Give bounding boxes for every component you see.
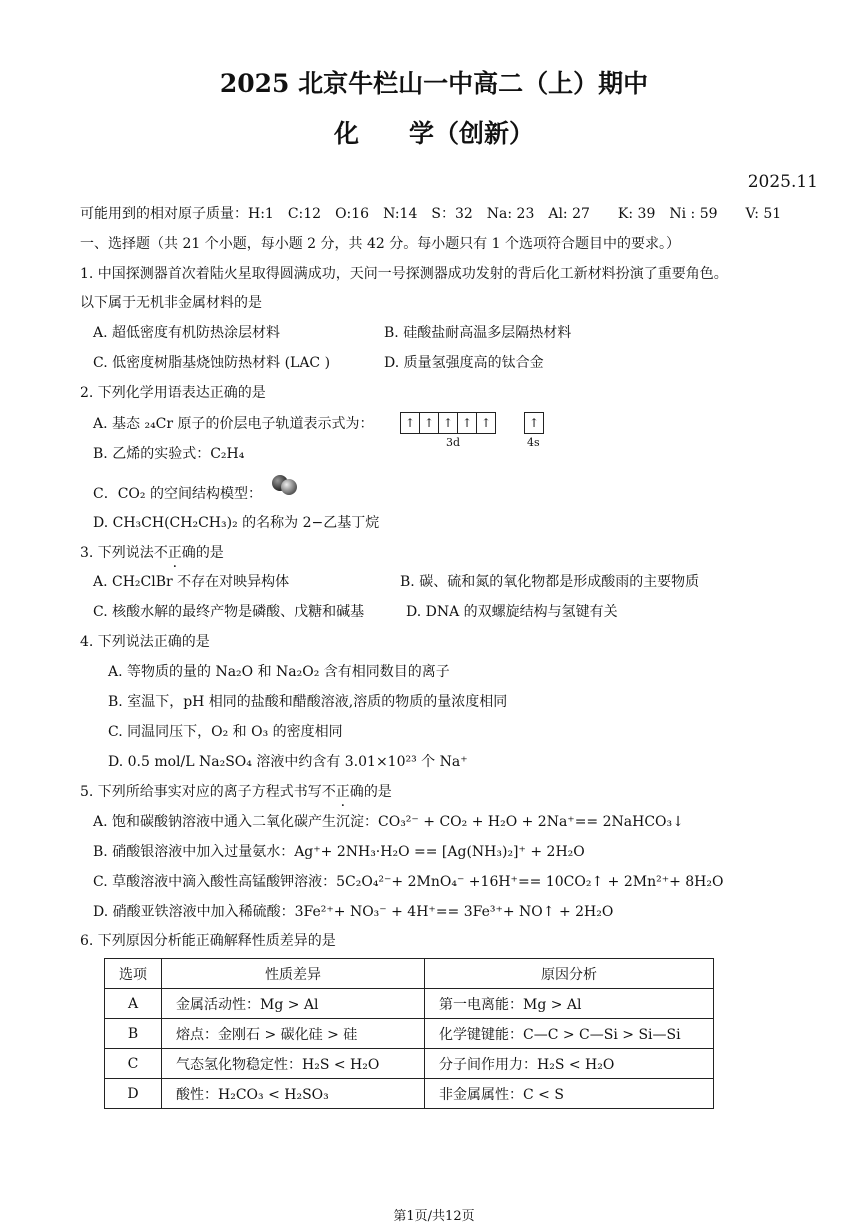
- q2-option-d: D. CH₃CH(CH₂CH₃)₂ 的名称为 2−乙基丁烷: [93, 515, 380, 531]
- orbital-diagram-3d: [400, 412, 495, 434]
- q2-option-b: B. 乙烯的实验式：C₂H₄: [93, 446, 245, 462]
- q4-option-c: C. 同温同压下，O₂ 和 O₃ 的密度相同: [108, 724, 343, 740]
- orbital-box: ↑: [476, 412, 496, 434]
- table-header: 性质差异: [162, 959, 425, 989]
- table-header: 选项: [105, 959, 162, 989]
- orbital-box: ↑: [457, 412, 477, 434]
- table-cell: A: [105, 989, 162, 1019]
- table-cell: D: [105, 1079, 162, 1109]
- subject-title: 化 学（创新）: [333, 119, 534, 148]
- co2-space-filling-model: [270, 474, 300, 496]
- table-cell: B: [105, 1019, 162, 1049]
- q6-table: [104, 958, 714, 1109]
- q5-option-a: A. 饱和碳酸钠溶液中通入二氧化碳产生沉淀：CO₃²⁻ + CO₂ + H₂O + 2Na⁺== 2NaHCO₃↓: [93, 814, 684, 830]
- q1-stem-line1: 1. 中国探测器首次着陆火星取得圆满成功，天问一号探测器成功发射的背后化工新材料扮演了重要角色。: [80, 266, 728, 282]
- table-row: [105, 1049, 714, 1079]
- page-title: 2025 北京牛栏山一中高二（上）期中: [219, 69, 649, 98]
- table-row: [105, 1019, 714, 1049]
- q3-option-c: C. 核酸水解的最终产物是磷酸、戊糖和碱基: [93, 604, 365, 620]
- q5-stem-emphasis: 不正确: [321, 784, 364, 800]
- table-cell: 非金属属性：C < S: [425, 1079, 714, 1109]
- q3-option-a: A. CH₂ClBr 不存在对映异构体: [93, 574, 290, 590]
- page-number: 第1页/共12页: [393, 1209, 475, 1224]
- q3-stem-post: 的是: [195, 545, 224, 561]
- table-cell: 气态氢化物稳定性：H₂S < H₂O: [162, 1049, 425, 1079]
- table-header-row: [105, 959, 714, 989]
- q5-option-b: B. 硝酸银溶液中加入过量氨水：Ag⁺+ 2NH₃·H₂O == [Ag(NH₃)₂]⁺ + 2H₂O: [93, 844, 585, 860]
- table-cell: 第一电离能：Mg > Al: [425, 989, 714, 1019]
- q5-stem-pre: 5. 下列所给事实对应的离子方程式书写: [80, 784, 322, 800]
- q1-option-d: D. 质量氢强度高的钛合金: [384, 355, 544, 371]
- q3-stem-emphasis: 不正确: [153, 545, 196, 561]
- table-cell: 分子间作用力：H₂S < H₂O: [425, 1049, 714, 1079]
- q3-option-b: B. 碳、硫和氮的氧化物都是形成酸雨的主要物质: [400, 574, 700, 590]
- orbital-box: ↑: [400, 412, 420, 434]
- table-cell: C: [105, 1049, 162, 1079]
- table-header: 原因分析: [425, 959, 714, 989]
- q4-option-b: B. 室温下，pH 相同的盐酸和醋酸溶液,溶质的物质的量浓度相同: [108, 694, 508, 710]
- atomic-masses: 可能用到的相对原子质量：H:1 C:12 O:16 N:14 S：32 Na: 23 Al: 27 K: 39 Ni : 59 V: 51: [80, 206, 782, 222]
- q5-option-c: C. 草酸溶液中滴入酸性高锰酸钾溶液：5C₂O₄²⁻+ 2MnO₄⁻ +16H⁺== 10CO₂↑ + 2Mn²⁺+ 8H₂O: [93, 874, 724, 890]
- table-cell: 化学键键能：C—C > C—Si > Si—Si: [425, 1019, 714, 1049]
- q4-option-a: A. 等物质的量的 Na₂O 和 Na₂O₂ 含有相同数目的离子: [108, 664, 450, 680]
- orbital-box: ↑: [524, 412, 544, 434]
- q5-option-d: D. 硝酸亚铁溶液中加入稀硫酸：3Fe²⁺+ NO₃⁻ + 4H⁺== 3Fe³⁺+ NO↑ + 2H₂O: [93, 904, 614, 920]
- table-cell: 金属活动性：Mg > Al: [162, 989, 425, 1019]
- q2-option-c: C．CO₂ 的空间结构模型：: [93, 486, 262, 502]
- q3-stem-pre: 3. 下列说法: [80, 545, 154, 561]
- table-cell: 酸性：H₂CO₃ < H₂SO₃: [162, 1079, 425, 1109]
- q1-option-a: A. 超低密度有机防热涂层材料: [93, 325, 281, 341]
- orbital-box: ↑: [419, 412, 439, 434]
- q6-stem: 6. 下列原因分析能正确解释性质差异的是: [80, 933, 336, 949]
- q4-option-d: D. 0.5 mol/L Na₂SO₄ 溶液中约含有 3.01×10²³ 个 Na⁺: [108, 754, 468, 770]
- q5-stem-post: 的是: [363, 784, 392, 800]
- orbital-box: ↑: [438, 412, 458, 434]
- q2-stem: 2. 下列化学用语表达正确的是: [80, 385, 266, 401]
- orbital-label-4s: 4s: [527, 436, 540, 449]
- table-cell: 熔点：金刚石 > 碳化硅 > 硅: [162, 1019, 425, 1049]
- orbital-diagram-4s: [524, 412, 543, 434]
- q1-option-c: C. 低密度树脂基烧蚀防热材料 (LAC ): [93, 355, 331, 371]
- q5-stem: [80, 782, 392, 802]
- q3-stem: [80, 543, 224, 563]
- q3-option-d: D. DNA 的双螺旋结构与氢键有关: [406, 604, 618, 620]
- table-row: [105, 989, 714, 1019]
- orbital-label-3d: 3d: [446, 436, 461, 449]
- q4-stem: 4. 下列说法正确的是: [80, 634, 210, 650]
- q1-option-b: B. 硅酸盐耐高温多层隔热材料: [384, 325, 572, 341]
- exam-date: 2025.11: [747, 172, 818, 192]
- table-row: [105, 1079, 714, 1109]
- q1-stem-line2: 以下属于无机非金属材料的是: [80, 295, 262, 311]
- section-heading: 一、选择题（共 21 个小题，每小题 2 分，共 42 分。每小题只有 1 个选项符合题目中的要求。）: [80, 236, 681, 252]
- q2-option-a: A. 基态 ₂₄Cr 原子的价层电子轨道表示式为：: [93, 416, 374, 432]
